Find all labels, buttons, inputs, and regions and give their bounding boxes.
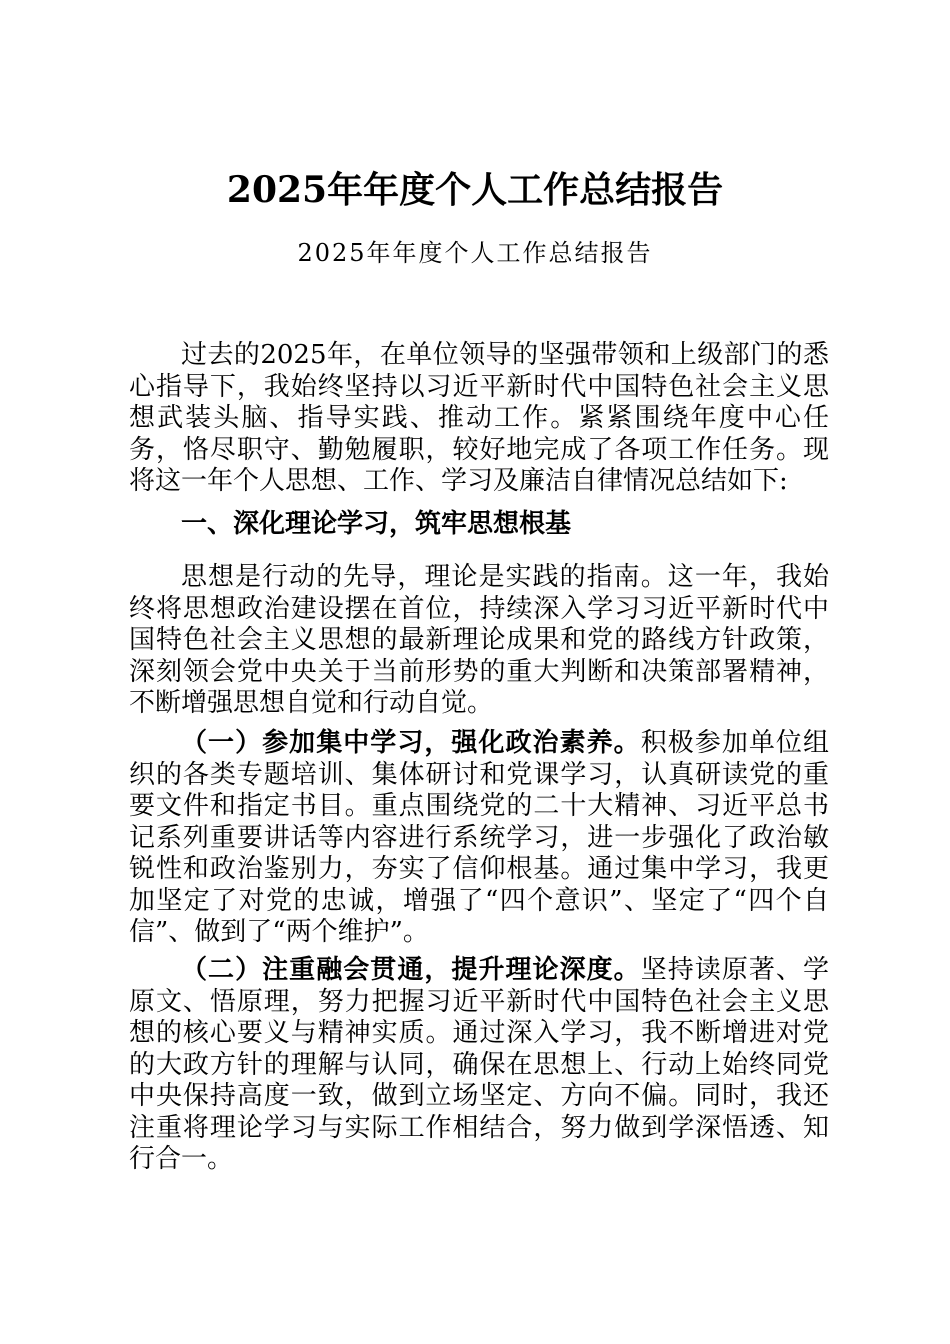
document-title: 2025年年度个人工作总结报告 <box>226 169 724 211</box>
section-1-paragraph: 思想是行动的先导，理论是实践的指南。这一年，我始终将思想政治建设摆在首位，持续深入学习习近平新时代中国特色社会主义思想的最新理论成果和党的路线方针政策，深刻领会党中央关于当前形势的重大判断和决策部署精神，不断增强思想自觉和行动自觉。 <box>129 562 829 718</box>
item-2-text: 坚持读原著、学原文、悟原理，努力把握习近平新时代中国特色社会主义思想的核心要义与精神实质。通过深入学习，我不断增进对党的大政方针的理解与认同，确保在思想上、行动上始终同党中央保持高度一致，做到立场坚定、方向不偏。同时，我还注重将理论学习与实际工作相结合，努力做到学深悟透、知行合一。 <box>129 955 829 1174</box>
intro-paragraph: 过去的2025年，在单位领导的坚强带领和上级部门的悉心指导下，我始终坚持以习近平新时代中国特色社会主义思想武装头脑、指导实践、推动工作。紧紧围绕年度中心任务，恪尽职守、勤勉履职，较好地完成了各项工作任务。现将这一年个人思想、工作、学习及廉洁自律情况总结如下: <box>129 340 829 496</box>
section-heading-1: 一、深化理论学习，筑牢思想根基 <box>181 509 572 539</box>
item-2-lead: （二）注重融会贯通，提升理论深度。 <box>181 955 641 985</box>
section-1-item-1 <box>129 728 829 949</box>
item-1-text: 积极参加单位组织的各类专题培训、集体研讨和党课学习，认真研读党的重要文件和指定书目。重点围绕党的二十大精神、习近平总书记系列重要讲话等内容进行系统学习，进一步强化了政治敏锐性和政治鉴别力，夯实了信仰根基。通过集中学习，我更加坚定了对党的忠诚，增强了“四个意识”、坚定了“四个自信”、做到了“两个维护”。 <box>129 728 829 947</box>
document-subtitle: 2025年年度个人工作总结报告 <box>297 239 653 267</box>
section-1-item-2 <box>129 955 829 1176</box>
item-1-lead: （一）参加集中学习，强化政治素养。 <box>181 728 641 758</box>
